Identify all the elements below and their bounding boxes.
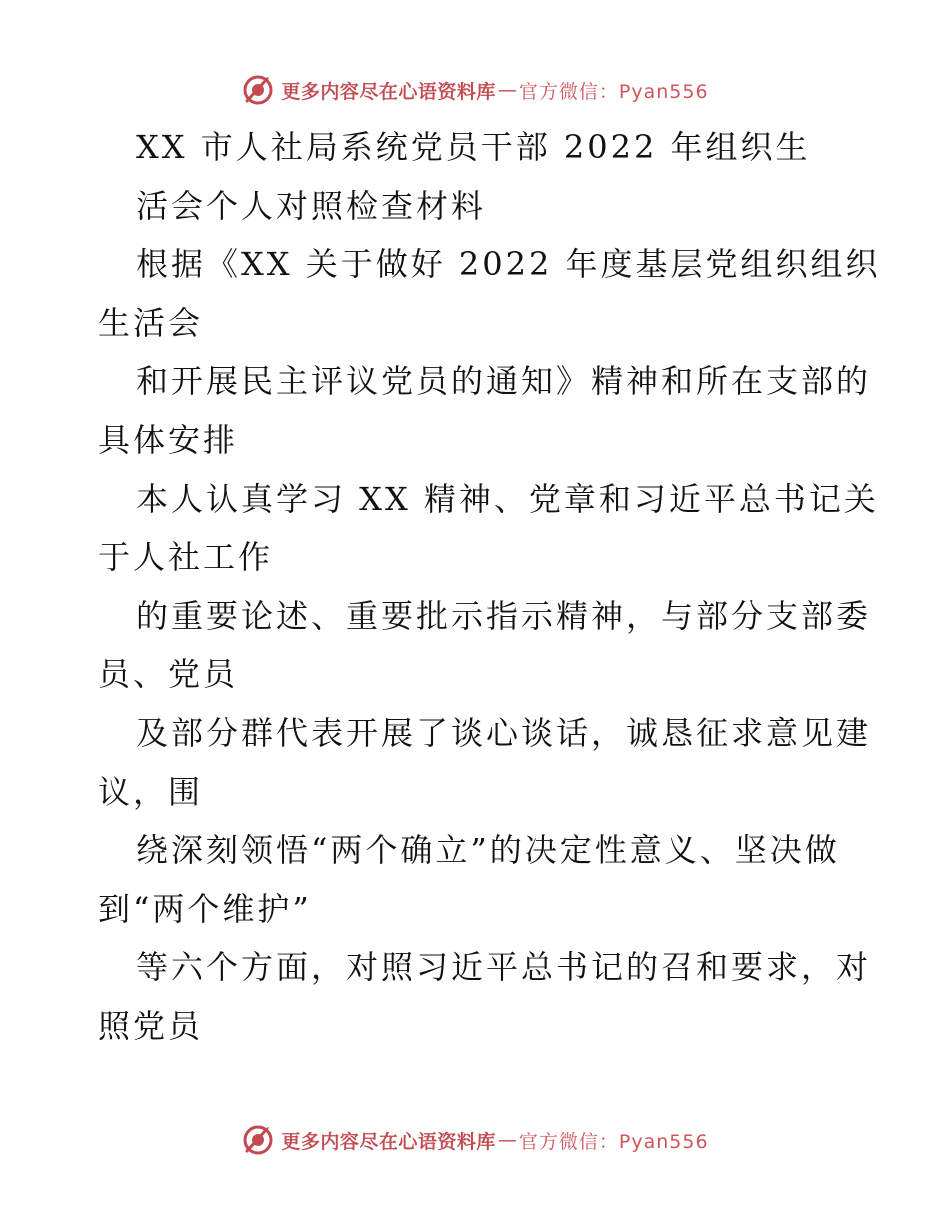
document-line: 照党员 [98, 1006, 204, 1045]
document-line: 绕深刻领悟“两个确立”的决定性意义、坚决做 [136, 831, 840, 870]
document-line: XX 市人社局系统党员干部 2022 年组织生 [136, 128, 811, 166]
footer-banner [0, 1120, 950, 1160]
banner-brand-text: 更多内容尽在心语资料库 [281, 80, 496, 103]
document-line: 及部分群代表开展了谈心谈话，诚恳征求意见建 [136, 713, 872, 752]
document-line: 员、党员 [98, 655, 239, 694]
document-body [98, 118, 881, 1056]
document-line: 活会个人对照检查材料 [136, 186, 487, 225]
banner-brand-text: 更多内容尽在心语资料库 [281, 1130, 496, 1153]
banner-separator: — [497, 1129, 517, 1151]
document-line: 本人认真学习 XX 精神、党章和习近平总书记关 [136, 479, 879, 518]
brand-logo-icon [241, 73, 275, 107]
document-line: 和开展民主评议党员的通知》精神和所在支部的 [136, 362, 872, 401]
banner-wechat-text: 官方微信：Pyan556 [518, 1130, 709, 1153]
document-line: 的重要论述、重要批示指示精神，与部分支部委 [136, 596, 872, 635]
document-line: 具体安排 [98, 420, 239, 459]
document-line: 生活会 [98, 303, 204, 342]
document-line: 于人社工作 [98, 538, 274, 577]
brand-logo-icon [241, 1123, 275, 1157]
document-line: 等六个方面，对照习近平总书记的召和要求，对 [136, 948, 872, 987]
document-line: 根据《XX 关于做好 2022 年度基层党组织组织 [136, 245, 881, 284]
banner-wechat-text: 官方微信：Pyan556 [518, 80, 709, 103]
header-banner [0, 70, 950, 110]
document-line: 到“两个维护” [98, 889, 312, 928]
document-line: 议，围 [98, 772, 204, 811]
banner-separator: — [497, 79, 517, 101]
